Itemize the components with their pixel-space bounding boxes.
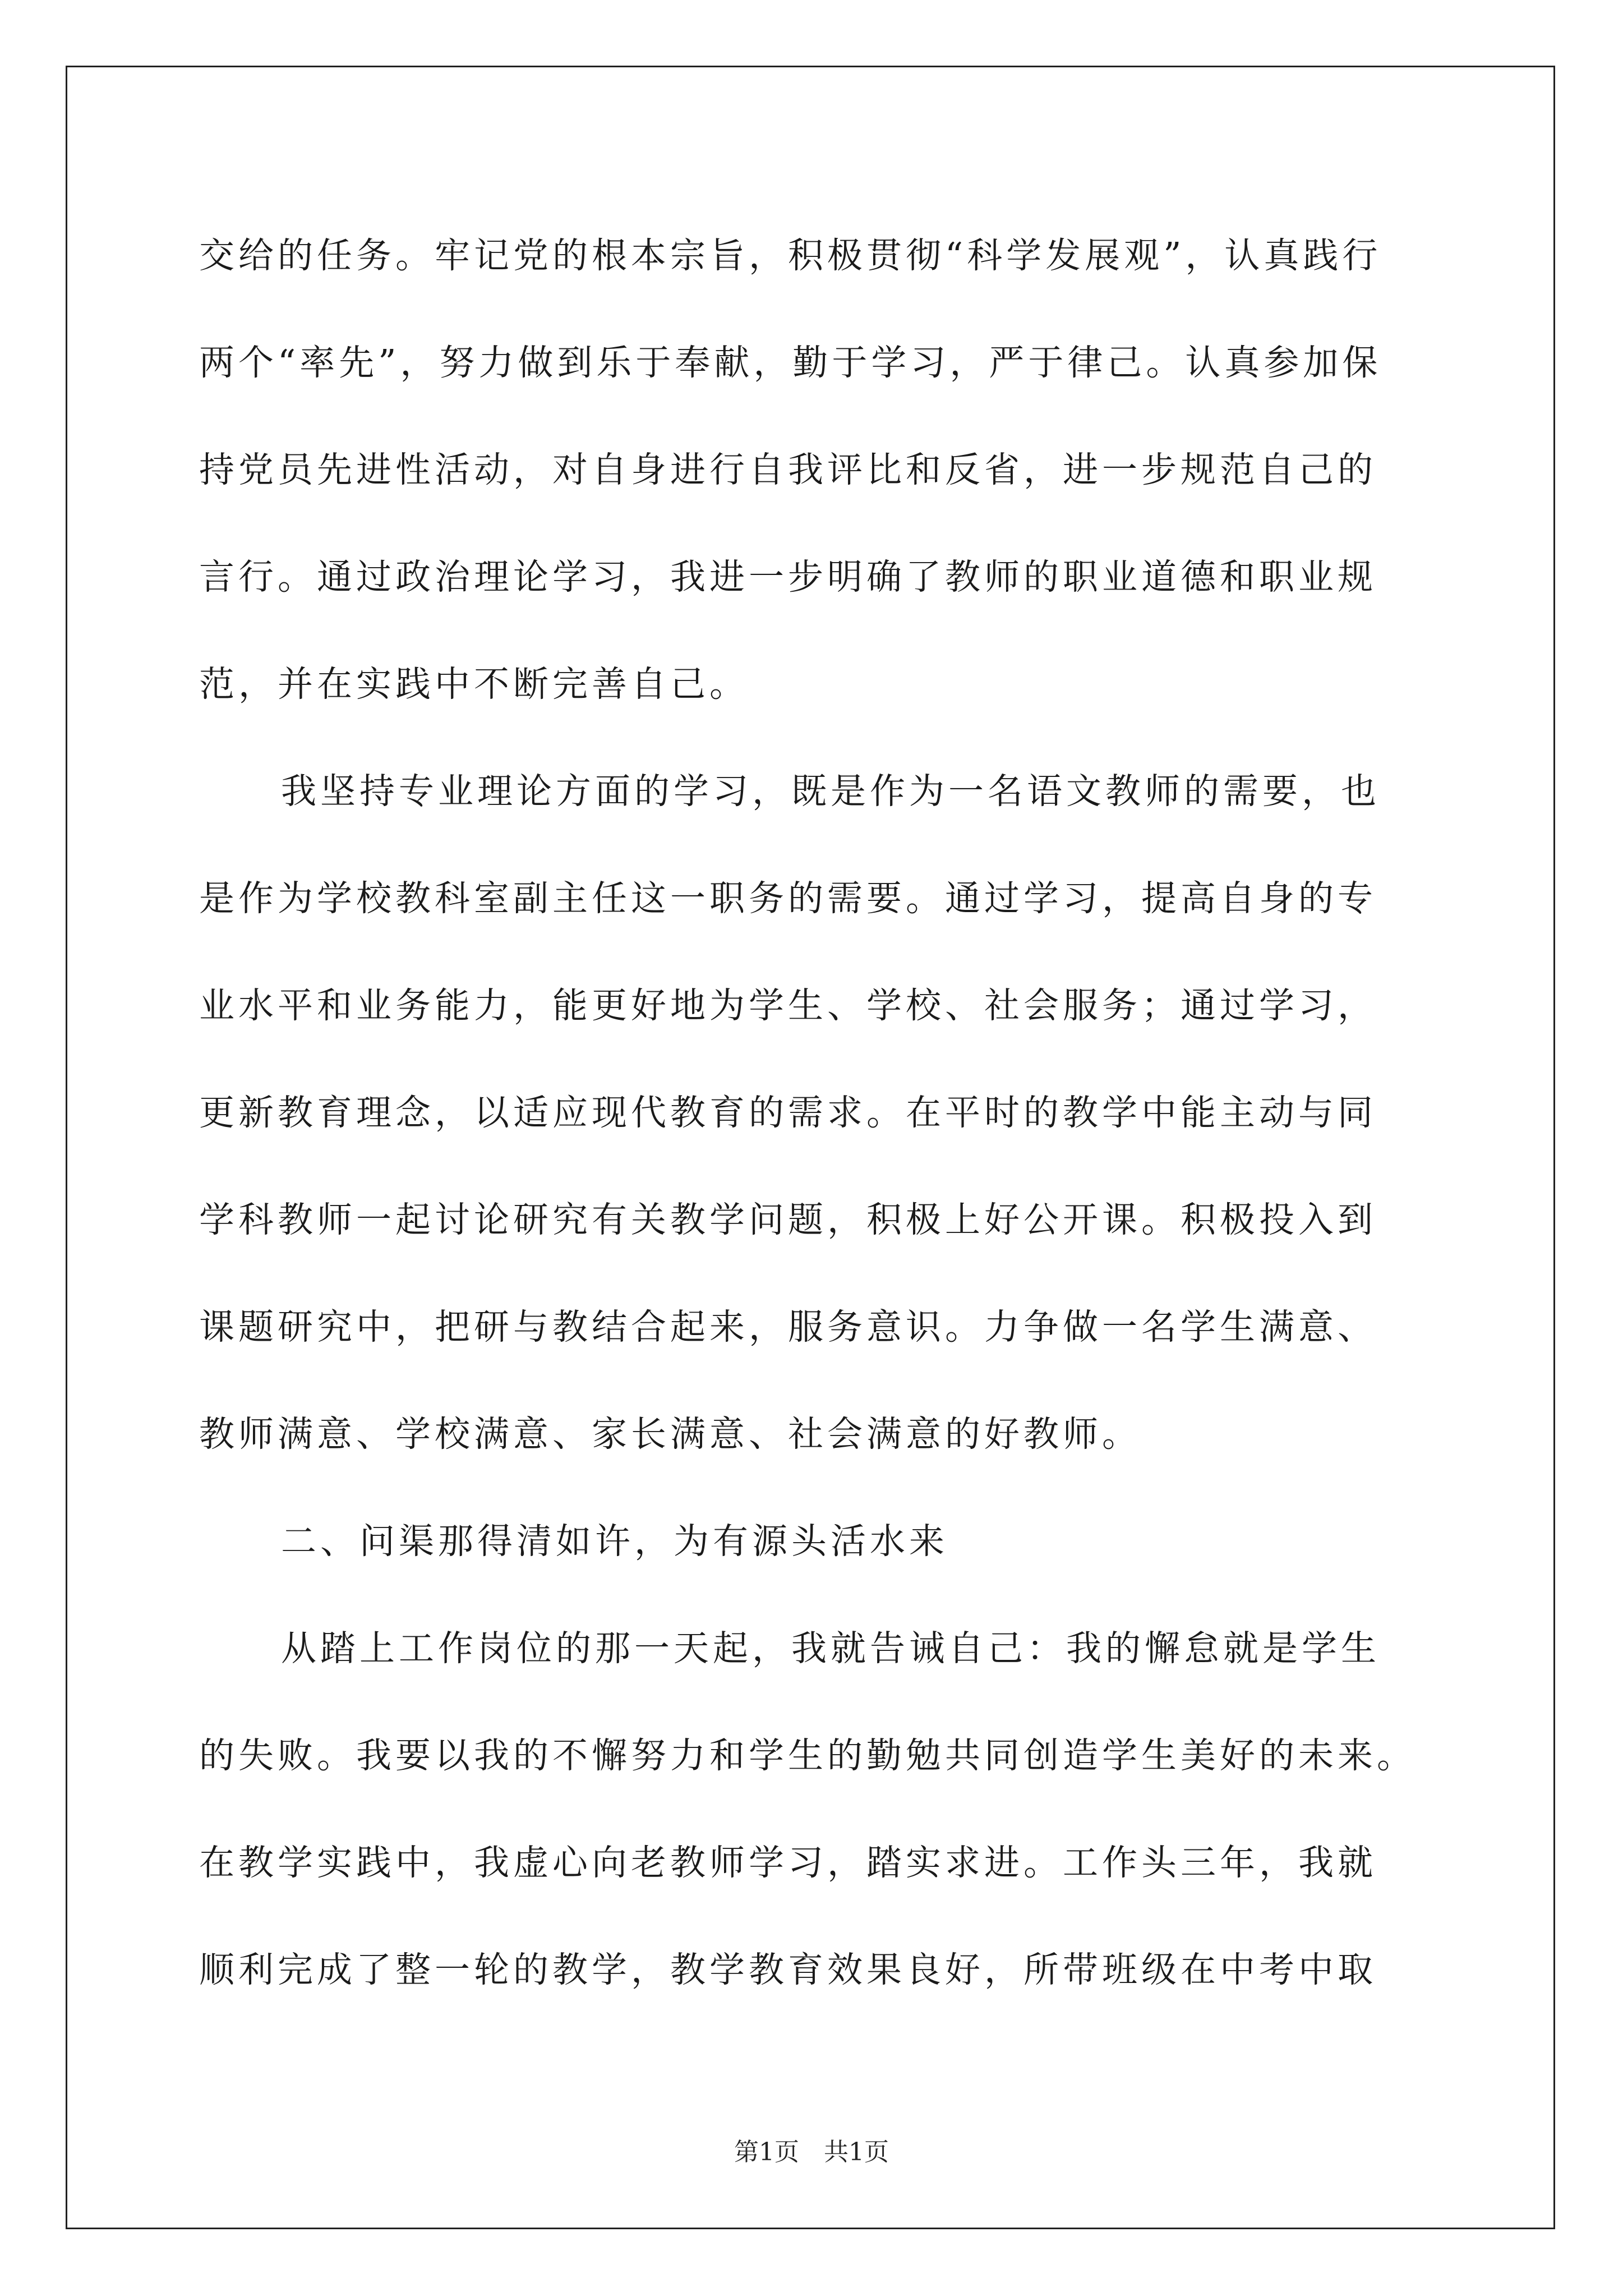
text-line: 课题研究中，把研与教结合起来，服务意识。力争做一名学生满意、 bbox=[199, 1306, 1377, 1347]
section-heading: 二、问渠那得清如许，为有源头活水来 bbox=[281, 1521, 948, 1562]
paragraph-start-line: 我坚持专业理论方面的学习，既是作为一名语文教师的需要，也 bbox=[281, 771, 1380, 812]
text-line: 更新教育理念，以适应现代教育的需求。在平时的教学中能主动与同 bbox=[199, 1092, 1377, 1133]
text-line: 顺利完成了整一轮的教学，教学教育效果良好，所带班级在中考中取 bbox=[199, 1949, 1377, 1990]
text-line: 持党员先进性活动，对自身进行自我评比和反省，进一步规范自己的 bbox=[199, 449, 1377, 490]
text-line: 教师满意、学校满意、家长满意、社会满意的好教师。 bbox=[199, 1414, 1141, 1455]
text-line: 在教学实践中，我虚心向老教师学习，踏实求进。工作头三年，我就 bbox=[199, 1842, 1377, 1883]
text-line: 范，并在实践中不断完善自己。 bbox=[199, 664, 749, 705]
text-line: 两个“率先”，努力做到乐于奉献，勤于学习，严于律己。认真参加保 bbox=[199, 342, 1382, 383]
text-line: 学科教师一起讨论研究有关教学问题，积极上好公开课。积极投入到 bbox=[199, 1199, 1377, 1240]
text-line: 是作为学校教科室副主任这一职务的需要。通过学习，提高自身的专 bbox=[199, 878, 1377, 919]
paragraph-start-line: 从踏上工作岗位的那一天起，我就告诫自己：我的懈怠就是学生 bbox=[281, 1628, 1380, 1669]
text-line: 交给的任务。牢记党的根本宗旨，积极贯彻“科学发展观”，认真践行 bbox=[199, 235, 1382, 276]
document-body bbox=[199, 202, 1444, 2023]
page-number: 第1页 共1页 bbox=[734, 2138, 889, 2166]
text-line: 言行。通过政治理论学习，我进一步明确了教师的职业道德和职业规 bbox=[199, 556, 1377, 597]
text-line: 业水平和业务能力，能更好地为学生、学校、社会服务；通过学习， bbox=[199, 985, 1377, 1026]
text-line: 的失败。我要以我的不懈努力和学生的勤勉共同创造学生美好的未来。 bbox=[199, 1735, 1416, 1776]
